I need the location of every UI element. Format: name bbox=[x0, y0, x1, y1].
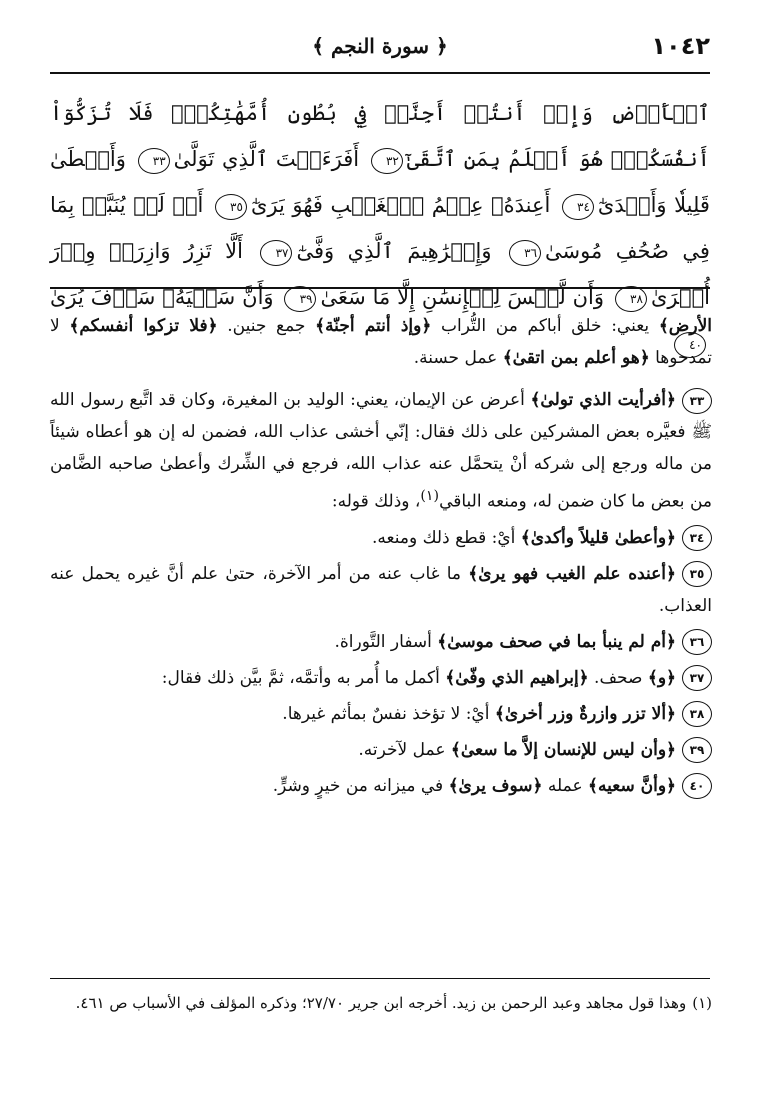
quote: ﴿أفرأيت الذي تولىٰ﴾ bbox=[530, 390, 676, 410]
gloss: جمع جنين. bbox=[217, 316, 316, 336]
ayah-marker: ٣٨ bbox=[615, 286, 647, 312]
ayah-marker: ٣٣ bbox=[138, 148, 170, 174]
footnote-ref: (١) bbox=[420, 488, 440, 504]
surah-title: ﴿ سورة النجم ﴾ bbox=[312, 34, 448, 58]
ayah-text: أَلَّا تَزِرُ وَازِرَةٞ وِزۡرَ أُخۡرَىٰ bbox=[50, 239, 710, 309]
entry-39 bbox=[50, 734, 712, 766]
entry-34 bbox=[50, 522, 712, 554]
ayah-marker: ٣٩ bbox=[284, 286, 316, 312]
ayah-text: أَمۡ لَمۡ يُنَبَّأۡ بِمَا فِي صُحُفِ مُوسَىٰ bbox=[50, 193, 710, 263]
gloss: أعرض عن الإيمان، يعني: الوليد بن المغيرة، وكان قد اتَّبع رسول الله ﷺ فعيَّره بعض المشركين على ذلك فقال: إنّي أخشى عذاب الله، فضمن له إن هو أعطاه شيئاً من ماله ورجع إلى شركه أنْ يتحمَّل عنه عذاب الله، فرجع في الشِّرك وأعطىٰ صاحبه الضَّامن من بعض ما كان ضمن له، ومنعه الباقي bbox=[50, 390, 712, 512]
verse-number-badge: ٣٩ bbox=[682, 737, 712, 763]
commentary bbox=[50, 310, 712, 806]
ayah-marker: ٣٧ bbox=[260, 240, 292, 266]
gloss: عمل لآخرته. bbox=[358, 739, 451, 760]
verse-number-badge: ٤٠ bbox=[682, 773, 712, 799]
gloss: لا تمدحوها bbox=[50, 316, 712, 368]
gloss: أكمل ما أُمر به وأتمَّه، ثمَّ بيَّن ذلك فقال: bbox=[161, 667, 446, 688]
ayah-marker: ٣٢ bbox=[371, 148, 403, 174]
ayah-marker: ٣٥ bbox=[215, 194, 247, 220]
entry-33 bbox=[50, 384, 712, 518]
entry-35 bbox=[50, 558, 712, 622]
gloss: أيْ: قطع ذلك ومنعه. bbox=[372, 527, 521, 548]
ayah-text: أَفَرَءَيۡتَ ٱلَّذِي تَوَلَّىٰ bbox=[173, 147, 360, 171]
quote: ﴿و﴾ bbox=[647, 667, 676, 688]
ayah-marker: ٤٠ bbox=[674, 332, 706, 358]
gloss: عمل حسنة. bbox=[413, 348, 503, 368]
quote: ﴿سوف يرىٰ﴾ bbox=[448, 775, 543, 796]
footnote-rule bbox=[50, 978, 710, 979]
quote: ﴿وإذ أنتم أجنّة﴾ bbox=[315, 316, 432, 336]
ayah-text: وَأَنَّ سَعۡيَهُۥ سَوۡفَ يُرَىٰ bbox=[50, 285, 274, 309]
verse-number-badge: ٣٣ bbox=[682, 388, 712, 414]
entry-40 bbox=[50, 770, 712, 802]
verse-number-badge: ٣٥ bbox=[682, 561, 712, 587]
entry-38 bbox=[50, 698, 712, 730]
gloss: صحف. bbox=[588, 667, 648, 688]
quote: ﴿أعنده علم الغيب فهو يرىٰ﴾ bbox=[468, 563, 676, 584]
page-number: ١٠٤٢ bbox=[651, 32, 710, 60]
ayah-text: وَإِبۡرَٰهِيمَ ٱلَّذِي وَفَّىٰٓ bbox=[296, 239, 492, 263]
gloss: في ميزانه من خيرٍ وشرٍّ. bbox=[272, 775, 449, 796]
gloss: أيْ: لا تؤخذ نفسٌ بمأثم غيرها. bbox=[282, 703, 495, 724]
gloss: ما غاب عنه من أمر الآخرة، حتىٰ علم أنَّ غيره يحمل عنه العذاب. bbox=[50, 563, 712, 616]
gloss: ، وذلك قوله: bbox=[331, 491, 421, 512]
quote: ﴿وأنَّ سعيه﴾ bbox=[588, 775, 676, 796]
quote: الأرض﴾ bbox=[658, 316, 712, 336]
verse-number-badge: ٣٧ bbox=[682, 665, 712, 691]
quran-rule bbox=[50, 287, 710, 289]
quote: ﴿وأن ليس للإنسان إلاَّ ما سعىٰ﴾ bbox=[450, 739, 676, 760]
ayah-text: وَأَعۡطَىٰ قَلِيلٗا وَأَكۡدَىٰٓ bbox=[50, 147, 710, 217]
quote: ﴿إبراهيم الذي وفّىٰ﴾ bbox=[445, 667, 589, 688]
commentary-intro bbox=[50, 310, 712, 374]
page-header bbox=[50, 30, 710, 66]
quote: ﴿هو أعلم بمن اتقىٰ﴾ bbox=[502, 348, 650, 368]
ayah-marker: ٣٤ bbox=[562, 194, 594, 220]
verse-number-badge: ٣٤ bbox=[682, 525, 712, 551]
quote: ﴿فلا تزكوا أنفسكم﴾ bbox=[69, 316, 218, 336]
entry-37 bbox=[50, 662, 712, 694]
quote: ﴿وأعطىٰ قليلاً وأكدىٰ﴾ bbox=[520, 527, 676, 548]
footnote-number: (١) bbox=[692, 994, 712, 1012]
quote: ﴿أم لم ينبأ بما في صحف موسىٰ﴾ bbox=[437, 631, 676, 652]
gloss: أسفار التَّوراة. bbox=[334, 631, 438, 652]
entry-36 bbox=[50, 626, 712, 658]
verse-number-badge: ٣٦ bbox=[682, 629, 712, 655]
ayah-text: وَأَن لَّيۡسَ لِلۡإِنسَٰنِ إِلَّا مَا سَعَىٰ bbox=[320, 285, 605, 309]
footnote bbox=[50, 990, 712, 1016]
quote: ﴿ألا تزر وازرةٌ وزر أخرىٰ﴾ bbox=[494, 703, 676, 724]
ayah-text: أَعِندَهُۥ عِلۡمُ ٱلۡغَيۡبِ فَهُوَ يَرَىٰٓ bbox=[250, 193, 551, 217]
ayah-text: ٱلۡأَرۡضِ وَإِذۡ أَنتُمۡ أَجِنَّةٞ فِي بُطُونِ أُمَّهَٰتِكُمۡۖ فَلَا تُزَكُّوٓاْ أَنفُسَكُمۡۖ هُوَ أَعۡلَمُ بِمَنِ ٱتَّقَىٰٓ bbox=[50, 101, 710, 171]
header-rule bbox=[50, 72, 710, 74]
verse-number-badge: ٣٨ bbox=[682, 701, 712, 727]
footnote-text: وهذا قول مجاهد وعبد الرحمن بن زيد. أخرجه ابن جرير ٢٧/٧٠؛ وذكره المؤلف في الأسباب ص ٤٦١. bbox=[75, 994, 687, 1012]
gloss: عمله bbox=[542, 775, 589, 796]
gloss: يعني: خلق أباكم من التُّراب bbox=[431, 316, 659, 336]
ayah-marker: ٣٦ bbox=[509, 240, 541, 266]
